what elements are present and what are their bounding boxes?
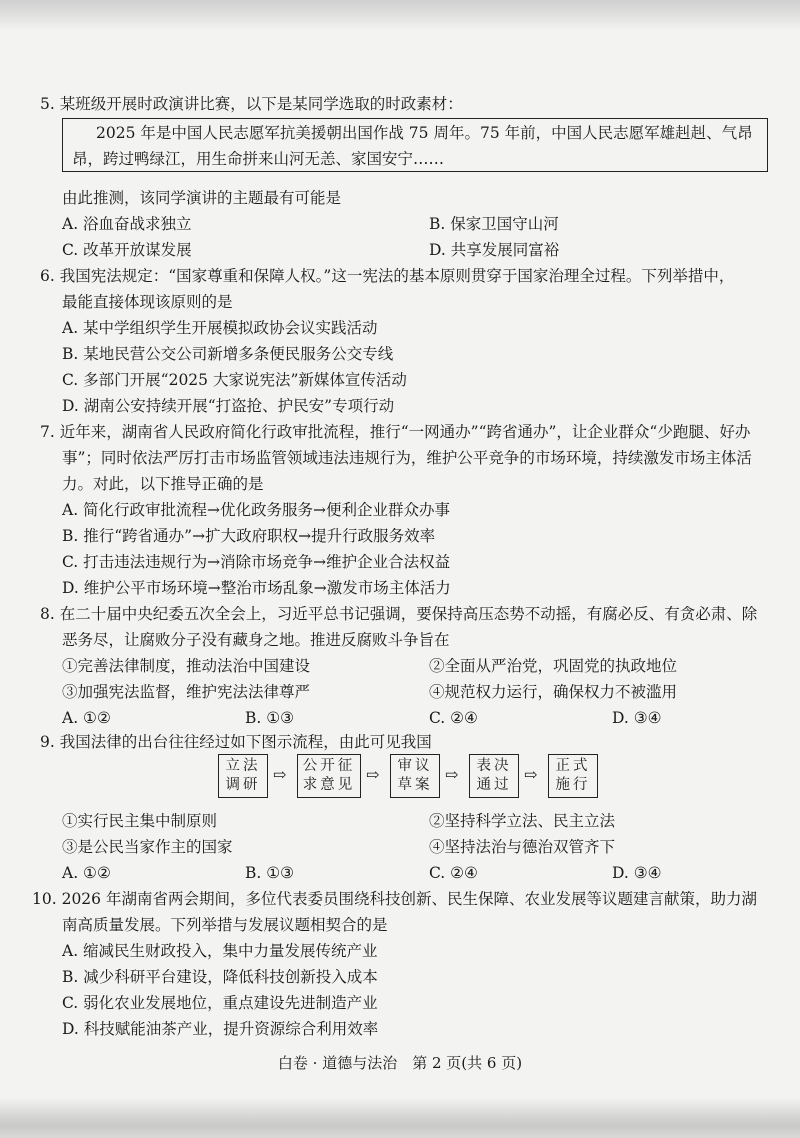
q7-option-b: B. 推行“跨省通办”→扩大政府职权→提升行政服务效率 bbox=[62, 527, 436, 545]
scan-shadow-bottom bbox=[0, 1098, 800, 1138]
q10-stem-line1: 10. 2026 年湖南省两会期间，多位代表委员围绕科技创新、民生保障、农业发展等议题建言献策，助力湖 bbox=[32, 890, 757, 908]
flow-step-2-line2: 求意见 bbox=[302, 777, 356, 793]
q9-option-c: C. ②④ bbox=[429, 864, 478, 882]
q9-stem: 9. 我国法律的出台往往经过如下图示流程，由此可见我国 bbox=[40, 733, 432, 751]
flow-step-1-line2: 调研 bbox=[225, 777, 261, 793]
q8-statement-3: ③加强宪法监督，维护宪法法律尊严 bbox=[62, 683, 311, 701]
flow-step-1 bbox=[218, 754, 268, 798]
q6-option-c: C. 多部门开展“2025 大家说宪法”新媒体宣传活动 bbox=[62, 371, 407, 389]
flow-arrow-4: ⇨ bbox=[524, 765, 538, 784]
q5-question: 由此推测，该同学演讲的主题最有可能是 bbox=[62, 189, 342, 207]
q6-stem-line2: 最能直接体现该原则的是 bbox=[62, 293, 233, 311]
q5-option-d: D. 共享发展同富裕 bbox=[429, 241, 560, 259]
q5-option-c: C. 改革开放谋发展 bbox=[62, 241, 192, 259]
q10-stem-line2: 南高质量发展。下列举措与发展议题相契合的是 bbox=[62, 916, 388, 934]
flow-step-3 bbox=[390, 754, 440, 798]
q5-material-line2: 昂，跨过鸭绿江，用生命拼来山河无恙、家国安宁…… bbox=[72, 150, 445, 168]
flow-step-2-line1: 公开征 bbox=[302, 758, 356, 774]
q10-option-b: B. 减少科研平台建设，降低科技创新投入成本 bbox=[62, 968, 378, 986]
flow-step-3-line2: 草案 bbox=[397, 777, 433, 793]
q9-statement-2: ②坚持科学立法、民主立法 bbox=[429, 812, 616, 830]
q6-stem-line1: 6. 我国宪法规定：“国家尊重和保障人权。”这一宪法的基本原则贯穿于国家治理全过程。下列举措中， bbox=[40, 267, 735, 285]
q8-statement-4: ④规范权力运行，确保权力不被滥用 bbox=[429, 683, 678, 701]
q5-material-line1: 2025 年是中国人民志愿军抗美援朝出国作战 75 周年。75 年前，中国人民志愿军雄赳赳、气昂 bbox=[96, 124, 753, 142]
q8-statement-2: ②全面从严治党，巩固党的执政地位 bbox=[429, 657, 678, 675]
flow-step-4 bbox=[469, 754, 519, 798]
flow-step-4-line1: 表决 bbox=[476, 758, 512, 774]
q8-stem-line2: 恶务尽，让腐败分子没有藏身之地。推进反腐败斗争旨在 bbox=[62, 631, 450, 649]
q8-option-d: D. ③④ bbox=[612, 709, 662, 727]
q7-option-a: A. 简化行政审批流程→优化政务服务→便利企业群众办事 bbox=[62, 501, 451, 519]
q9-statement-1: ①实行民主集中制原则 bbox=[62, 812, 218, 830]
q8-option-c: C. ②④ bbox=[429, 709, 478, 727]
flow-arrow-1: ⇨ bbox=[273, 765, 287, 784]
flow-arrow-3: ⇨ bbox=[445, 765, 459, 784]
flow-step-4-line2: 通过 bbox=[476, 777, 512, 793]
q7-stem-line2: 事”；同时依法严厉打击市场监管领域违法违规行为，维护公平竞争的市场环境，持续激发市场主体活 bbox=[62, 449, 752, 467]
flow-step-3-line1: 审议 bbox=[397, 758, 433, 774]
q10-option-d: D. 科技赋能油茶产业，提升资源综合利用效率 bbox=[62, 1020, 379, 1038]
q7-option-c: C. 打击违法违规行为→消除市场竞争→维护企业合法权益 bbox=[62, 553, 451, 571]
flow-step-2 bbox=[297, 754, 361, 798]
flow-arrow-2: ⇨ bbox=[366, 765, 380, 784]
q9-option-b: B. ①③ bbox=[245, 864, 295, 882]
flow-step-5 bbox=[548, 754, 598, 798]
q8-stem-line1: 8. 在二十届中央纪委五次全会上，习近平总书记强调，要保持高压态势不动摇，有腐必反、有贪必肃、除 bbox=[40, 605, 758, 623]
q7-option-d: D. 维护公平市场环境→整治市场乱象→激发市场主体活力 bbox=[62, 579, 451, 597]
q5-option-b: B. 保家卫国守山河 bbox=[429, 215, 559, 233]
q7-stem-line1: 7. 近年来，湖南省人民政府简化行政审批流程，推行“一网通办”“跨省通办”，让企业群众“少跑腿、好办 bbox=[40, 423, 751, 441]
flow-step-5-line1: 正式 bbox=[555, 758, 591, 774]
q6-option-b: B. 某地民营公交公司新增多条便民服务公交专线 bbox=[62, 345, 394, 363]
q10-option-c: C. 弱化农业发展地位，重点建设先进制造产业 bbox=[62, 994, 378, 1012]
q7-stem-line3: 力。对此，以下推导正确的是 bbox=[62, 475, 264, 493]
q10-option-a: A. 缩减民生财政投入，集中力量发展传统产业 bbox=[62, 942, 378, 960]
q9-option-a: A. ①② bbox=[62, 864, 111, 882]
q8-option-a: A. ①② bbox=[62, 709, 111, 727]
flow-step-1-line1: 立法 bbox=[225, 758, 261, 774]
q8-statement-1: ①完善法律制度，推动法治中国建设 bbox=[62, 657, 311, 675]
page-footer: 白卷 · 道德与法治 第 2 页(共 6 页) bbox=[277, 1054, 523, 1072]
q5-stem: 5. 某班级开展时政演讲比赛，以下是某同学选取的时政素材： bbox=[40, 95, 463, 113]
flow-step-5-line2: 施行 bbox=[555, 777, 591, 793]
q5-option-a: A. 浴血奋战求独立 bbox=[62, 215, 192, 233]
q9-statement-3: ③是公民当家作主的国家 bbox=[62, 838, 233, 856]
q6-option-a: A. 某中学组织学生开展模拟政协会议实践活动 bbox=[62, 319, 378, 337]
q9-statement-4: ④坚持法治与德治双管齐下 bbox=[429, 838, 616, 856]
q8-option-b: B. ①③ bbox=[245, 709, 295, 727]
scan-shadow-top bbox=[0, 0, 800, 30]
q6-option-d: D. 湖南公安持续开展“打盗抢、护民安”专项行动 bbox=[62, 397, 395, 415]
q9-option-d: D. ③④ bbox=[612, 864, 662, 882]
